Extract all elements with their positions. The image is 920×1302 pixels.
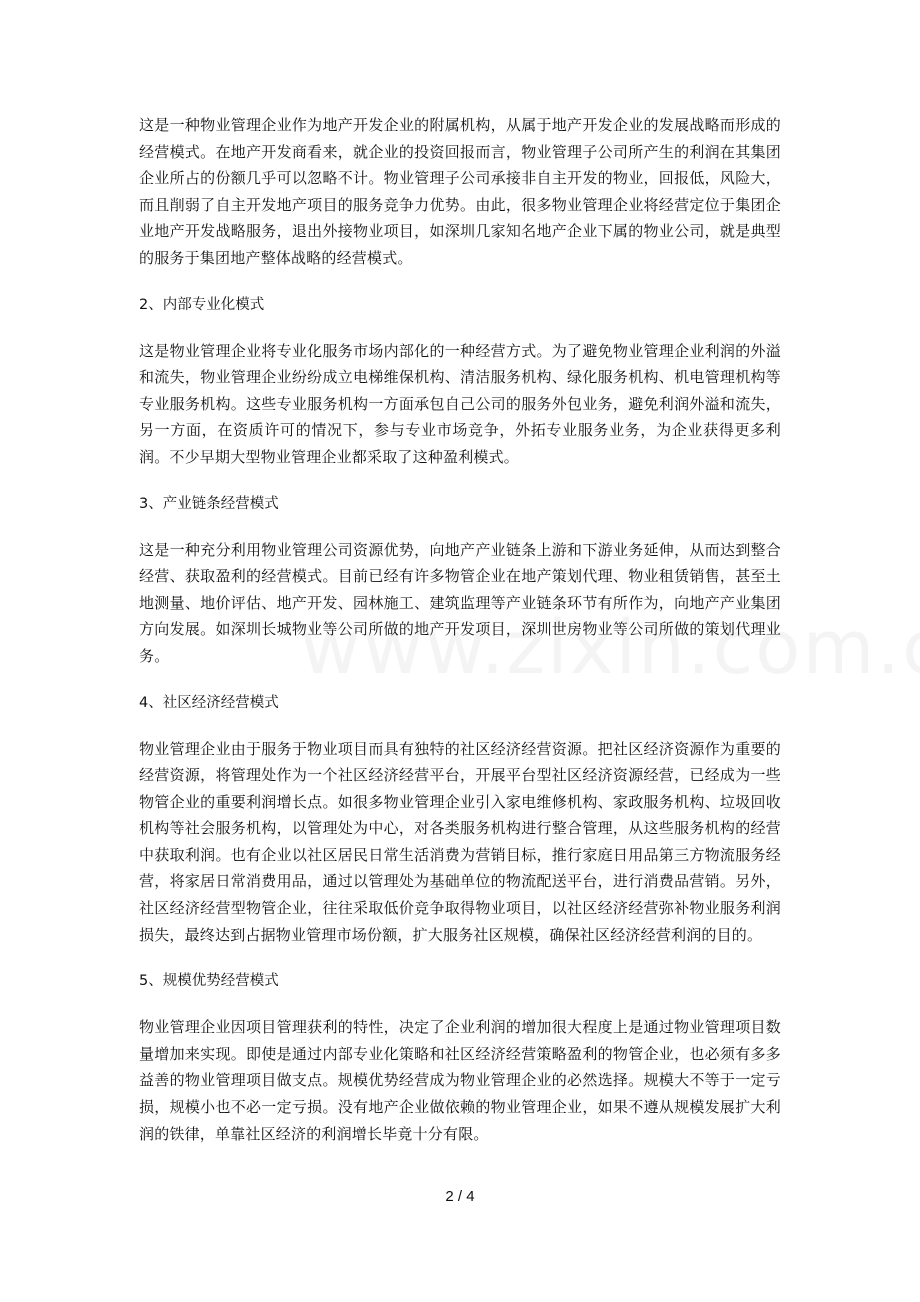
section-body-community-economy: 物业管理企业由于服务于物业项目而具有独特的社区经济经营资源。把社区经济资源作为重要的经营资源，将管理处作为一个社区经济经营平台，开展平台型社区经济资源经营，已经成为一些物管企业的重要利润增长点。如很多物业管理企业引入家电维修机构、家政服务机构、垃圾回收机构等社会服务机构，以管理处为中心，对各类服务机构进行整合管理，从这些服务机构的经营中获取利润。也有企业以社区居民日常生活消费为营销目标，推行家庭日用品第三方物流服务经营，将家居日常消费用品，通过以管理处为基础单位的物流配送平台，进行消费品营销。另外，社区经济经营型物管企业，往往采取低价竞争取得物业项目，以社区经济经营弥补物业服务利润损失，最终达到占据物业管理市场份额，扩大服务社区规模，确保社区经济经营利润的目的。 <box>139 739 781 944</box>
section-heading-internal-specialization: 2、内部专业化模式 <box>139 296 265 313</box>
intro-paragraph: 这是一种物业管理企业作为地产开发企业的附属机构，从属于地产开发企业的发展战略而形成的经营模式。在地产开发商看来，就企业的投资回报而言，物业管理子公司所产生的利润在其集团企业所占的份额几乎可以忽略不计。物业管理子公司承接非自主开发的物业，回报低，风险大，而且削弱了自主开发地产项目的服务竞争力优势。由此，很多物业管理企业将经营定位于集团企业地产开发战略服务，退出外接物业项目，如深圳几家知名地产企业下属的物业公司，就是典型的服务于集团地产整体战略的经营模式。 <box>139 116 781 267</box>
section-body-scale-advantage: 物业管理企业因项目管理获利的特性，决定了企业利润的增加很大程度上是通过物业管理项目数量增加来实现。即使是通过内部专业化策略和社区经济经营策略盈利的物管企业，也必须有多多益善的物业管理项目做支点。规模优势经营成为物业管理企业的必然选择。规模大不等于一定亏损，规模小也不必一定亏损。没有地产企业做依赖的物业管理企业，如果不遵从规模发展扩大利润的铁律，单靠社区经济的利润增长毕竟十分有限。 <box>139 1018 781 1143</box>
section-body-industry-chain: 这是一种充分利用物业管理公司资源优势，向地产产业链条上游和下游业务延伸，从而达到整合经营、获取盈利的经营模式。目前已经有许多物管企业在地产策划代理、物业租赁销售，甚至土地测量、地价评估、地产开发、园林施工、建筑监理等产业链条环节有所作为，向地产产业集团方向发展。如深圳长城物业等公司所做的地产开发项目，深圳世房物业等公司所做的策划代理业务。 <box>139 540 781 665</box>
section-heading-scale-advantage: 5、规模优势经营模式 <box>139 973 279 990</box>
page-number: 2 / 4 <box>445 1188 475 1205</box>
section-body-internal-specialization: 这是物业管理企业将专业化服务市场内部化的一种经营方式。为了避免物业管理企业利润的外溢和流失，物业管理企业纷纷成立电梯维保机构、清洁服务机构、绿化服务机构、机电管理机构等专业服务机构。这些专业服务机构一方面承包自己公司的服务外包业务，避免利润外溢和流失，另一方面，在资质许可的情况下，参与专业市场竞争，外拓专业服务业务，为企业获得更多利润。不少早期大型物业管理企业都采取了这种盈利模式。 <box>139 341 781 466</box>
section-heading-community-economy: 4、社区经济经营模式 <box>139 694 279 711</box>
section-heading-industry-chain: 3、产业链条经营模式 <box>139 495 279 512</box>
document-body <box>139 112 781 1169</box>
